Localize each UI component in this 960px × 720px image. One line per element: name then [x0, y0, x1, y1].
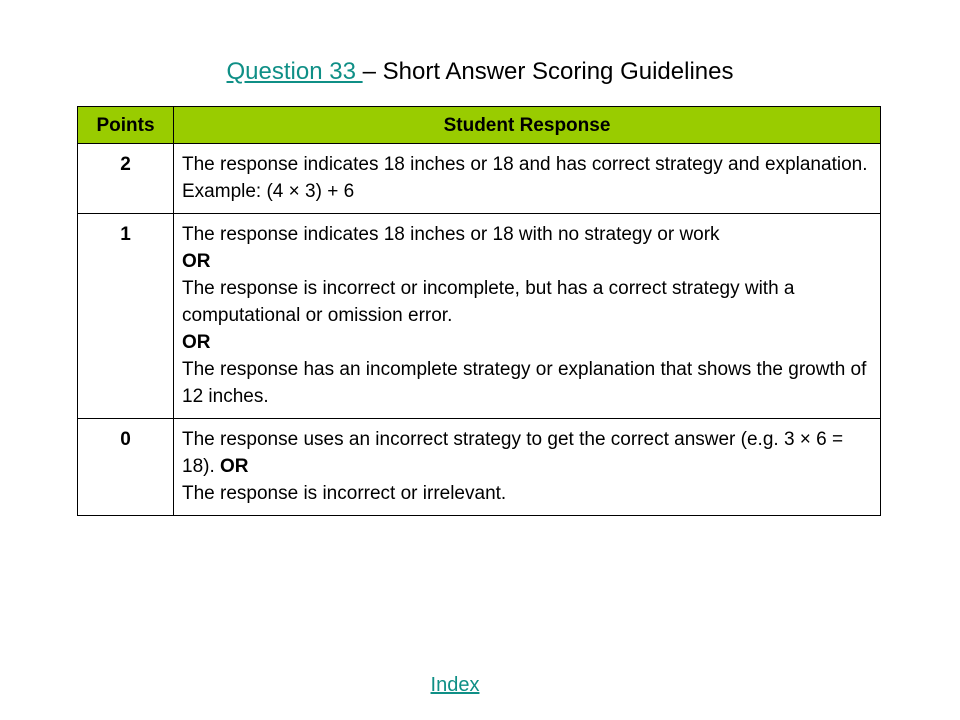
response-text: The response uses an incorrect strategy to get the correct answer (e.g. 3 × 6 = 18). — [182, 429, 844, 477]
table-header-row — [78, 107, 881, 144]
index-link[interactable]: Index — [430, 674, 480, 696]
points-cell: 2 — [78, 144, 174, 214]
points-cell: 1 — [78, 214, 174, 419]
response-cell — [174, 419, 881, 516]
response-cell — [174, 214, 881, 419]
or-label: OR — [220, 456, 249, 477]
question-link[interactable]: Question 33 — [226, 58, 363, 85]
points-cell: 0 — [78, 419, 174, 516]
response-text-with-or — [182, 426, 874, 480]
response-text: The response is incorrect or irrelevant. — [182, 483, 507, 504]
or-label: OR — [182, 332, 211, 353]
scoring-table — [77, 106, 881, 516]
response-text: The response has an incomplete strategy or explanation that shows the growth of 12 inches. — [182, 359, 867, 407]
response-text: The response indicates 18 inches or 18 with no strategy or work — [182, 224, 720, 245]
response-cell — [174, 144, 881, 214]
page-title — [0, 55, 960, 89]
table-row — [78, 214, 881, 419]
or-label: OR — [182, 251, 211, 272]
header-student-response: Student Response — [174, 107, 881, 144]
title-text: – Short Answer Scoring Guidelines — [362, 58, 734, 85]
table-row — [78, 419, 881, 516]
footer — [0, 671, 910, 699]
table-row — [78, 144, 881, 214]
header-points: Points — [78, 107, 174, 144]
response-text: The response indicates 18 inches or 18 and has correct strategy and explanation. Example: (4 × 3) + 6 — [182, 154, 868, 202]
response-text: The response is incorrect or incomplete, but has a correct strategy with a computational or omission error. — [182, 278, 795, 326]
